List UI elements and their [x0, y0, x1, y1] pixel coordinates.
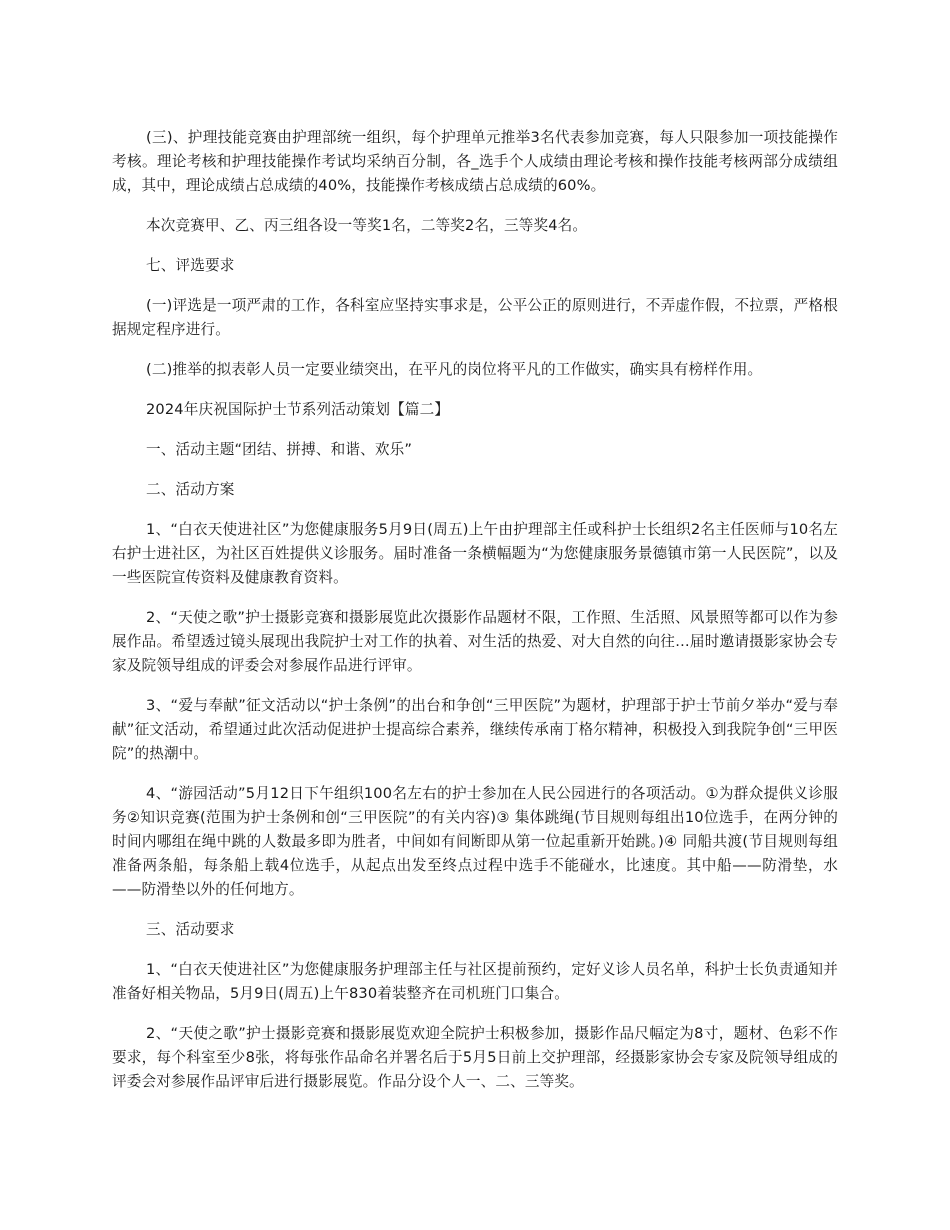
paragraph-plan-item-1: 1、“白衣天使进社区”为您健康服务5月9日(周五)上午由护理部主任或科护士长组织2名主任医师与10名左右护士进社区，为社区百姓提供义诊服务。届时准备一条横幅题为“为您健康服务景德镇市第一人民医院”，以及一些医院宣传资料及健康教育资料。 — [112, 521, 838, 586]
paragraph-skill-competition: (三)、护理技能竞赛由护理部统一组织，每个护理单元推举3名代表参加竞赛，每人只限参加一项技能操作考核。理论考核和护理技能操作考试均采纳百分制，各_选手个人成绩由理论考核和操作技能考核两部分成绩组成，其中，理论成绩占总成绩的40%，技能操作考核成绩占总成绩的60%。 — [112, 129, 838, 194]
paragraph-plan-item-3: 3、“爱与奉献”征文活动以“护士条例”的出台和争创“三甲医院”为题材，护理部于护士节前夕举办“爱与奉献”征文活动，希望通过此次活动促进护士提高综合素养，继续传承南丁格尔精神，积极投入到我院争创“三甲医院”的热潮中。 — [112, 697, 838, 762]
paragraph-plan-item-2: 2、“天使之歌”护士摄影竞赛和摄影展览此次摄影作品题材不限，工作照、生活照、风景照等都可以作为参展作品。希望透过镜头展现出我院护士对工作的执着、对生活的热爱、对大自然的向往…届时邀请摄影家协会专家及院领导组成的评委会对参展作品进行评审。 — [112, 609, 838, 674]
heading-activity-requirements: 三、活动要求 — [146, 921, 235, 938]
paragraph-awards: 本次竞赛甲、乙、丙三组各设一等奖1名，二等奖2名，三等奖4名。 — [146, 217, 588, 234]
paragraph-selection-rule-2: (二)推举的拟表彰人员一定要业绩突出，在平凡的岗位将平凡的工作做实，确实具有榜样作用。 — [146, 361, 763, 378]
document-body — [112, 126, 838, 1110]
heading-activity-plan: 二、活动方案 — [146, 481, 235, 498]
paragraph-plan-item-4: 4、“游园活动”5月12日下午组织100名左右的护士参加在人民公园进行的各项活动。①为群众提供义诊服务②知识竞赛(范围为护士条例和创“三甲医院”的有关内容)③ 集体跳绳(节目规则每组出10位选手，在两分钟的时间内哪组在绳中跳的人数最多即为胜者，中间如有间断即从第一位起重新开始跳。)④ 同船共渡(节目规则每组准备两条船，每条船上载4位选手，从起点出发至终点过程中选手不能碰水，比速度。其中船——防滑垫，水——防滑垫以外的任何地方。 — [112, 785, 838, 898]
heading-selection-requirements: 七、评选要求 — [146, 257, 235, 274]
paragraph-requirement-item-1: 1、“白衣天使进社区”为您健康服务护理部主任与社区提前预约，定好义诊人员名单，科护士长负责通知并准备好相关物品，5月9日(周五)上午830着装整齐在司机班门口集合。 — [112, 961, 838, 1002]
heading-activity-theme: 一、活动主题“团结、拼搏、和谐、欢乐” — [146, 441, 413, 458]
heading-part-two-title: 2024年庆祝国际护士节系列活动策划【篇二】 — [146, 401, 450, 418]
paragraph-selection-rule-1: (一)评选是一项严肃的工作，各科室应坚持实事求是，公平公正的原则进行，不弄虚作假，不拉票，严格根据规定程序进行。 — [112, 297, 838, 338]
paragraph-requirement-item-2: 2、“天使之歌”护士摄影竞赛和摄影展览欢迎全院护士积极参加，摄影作品尺幅定为8寸，题材、色彩不作要求，每个科室至少8张，将每张作品命名并署名后于5月5日前上交护理部，经摄影家协会专家及院领导组成的评委会对参展作品评审后进行摄影展览。作品分设个人一、二、三等奖。 — [112, 1025, 838, 1090]
